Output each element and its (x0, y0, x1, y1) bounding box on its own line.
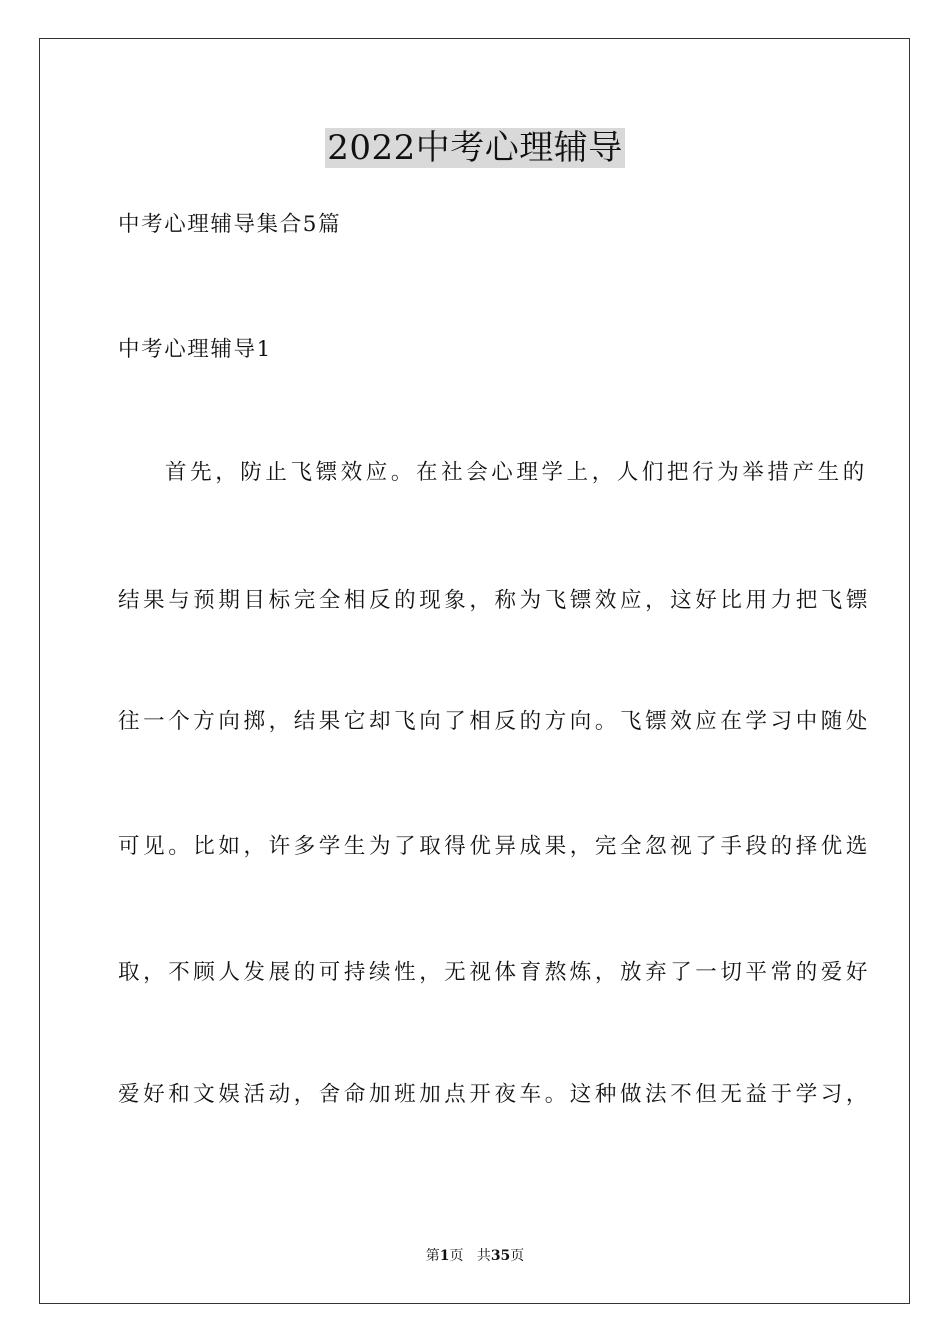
document-title-text: 2022中考心理辅导 (327, 128, 623, 168)
body-line: 取，不顾人发展的可持续性，无视体育熬炼，放弃了一切平常的爱好 (118, 960, 872, 985)
page-prefix: 第 (425, 1248, 440, 1264)
document-subtitle: 中考心理辅导集合5篇 (118, 212, 342, 237)
body-line: 往一个方向掷，结果它却飞向了相反的方向。飞镖效应在学习中随处 (118, 709, 872, 734)
body-line: 爱好和文娱活动，舍命加班加点开夜车。这种做法不但无益于学习， (118, 1082, 872, 1107)
total-pages: 35 (490, 1248, 511, 1264)
section-heading: 中考心理辅导1 (118, 337, 272, 362)
body-line: 可见。比如，许多学生为了取得优异成果，完全忽视了手段的择优选 (118, 834, 872, 859)
document-title (0, 126, 950, 170)
body-line: 结果与预期目标完全相反的现象，称为飞镖效应，这好比用力把飞镖 (118, 588, 872, 613)
page-footer (0, 1247, 950, 1265)
total-prefix: 共 (476, 1248, 491, 1264)
page-number: 1 (439, 1248, 450, 1264)
body-line: 首先，防止飞镖效应。在社会心理学上，人们把行为举措产生的 (165, 460, 868, 485)
total-suffix: 页 (510, 1248, 525, 1264)
page-suffix: 页 (449, 1248, 464, 1264)
